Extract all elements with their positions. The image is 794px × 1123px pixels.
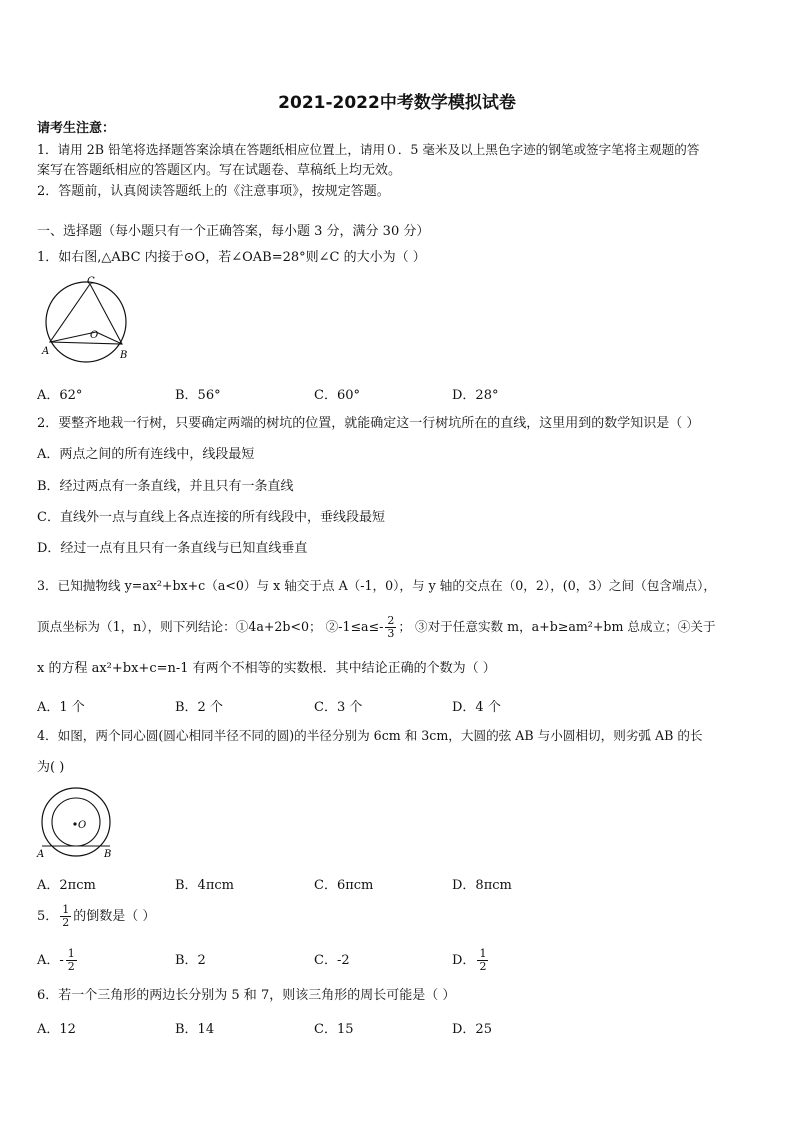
q5-option-d-fraction bbox=[477, 948, 488, 973]
section-heading: 一、选择题（每小题只有一个正确答案，每小题 3 分，满分 30 分） bbox=[37, 224, 430, 239]
q2-stem: 2．要整齐地栽一行树，只要确定两端的树坑的位置，就能确定这一行树坑所在的直线，这里用到的数学知识是（ ） bbox=[37, 416, 700, 431]
notice-heading: 请考生注意： bbox=[37, 121, 116, 136]
q5-option-d-den: 2 bbox=[479, 960, 487, 973]
q2-option-b: B．经过两点有一条直线，并且只有一条直线 bbox=[37, 479, 294, 494]
q2-option-c: C．直线外一点与直线上各点连接的所有线段中，垂线段最短 bbox=[37, 510, 385, 525]
q6-option-c: C．15 bbox=[314, 1022, 354, 1037]
q3-option-d: D．4 个 bbox=[452, 700, 501, 715]
q5-option-a bbox=[37, 944, 79, 978]
q3-option-c: C．3 个 bbox=[314, 700, 363, 715]
q3-fraction-num: 2 bbox=[387, 614, 395, 627]
q1-option-c: C．60° bbox=[314, 388, 360, 403]
q1-stem: 1．如右图,△ABC 内接于⊙O，若∠OAB=28°则∠C 的大小为（ ） bbox=[37, 250, 426, 265]
q5-option-a-num: 1 bbox=[67, 947, 75, 960]
q4-label-o: O bbox=[78, 820, 87, 831]
q2-option-a: A．两点之间的所有连线中，线段最短 bbox=[37, 447, 255, 462]
q5-stem-post: 的倒数是（ ） bbox=[73, 909, 156, 924]
q3-fraction bbox=[385, 615, 396, 640]
q3-line-2 bbox=[37, 611, 716, 643]
q1-option-a: A．62° bbox=[37, 388, 83, 403]
q3-line-3: x 的方程 ax²+bx+c=n-1 有两个不相等的实数根．其中结论正确的个数为（ ） bbox=[37, 661, 496, 676]
q5-fraction bbox=[60, 904, 71, 929]
q2-option-d: D．经过一点有且只有一条直线与已知直线垂直 bbox=[37, 541, 308, 556]
q3-line-1: 3．已知抛物线 y=ax²+bx+c（a<0）与 x 轴交于点 A（-1，0），与 y 轴的交点在（0，2），(0，3）之间（包含端点）， bbox=[37, 578, 716, 593]
q4-label-b: B bbox=[104, 849, 112, 860]
q6-stem: 6．若一个三角形的两边长分别为 5 和 7，则该三角形的周长可能是（ ） bbox=[37, 988, 456, 1003]
notice-line-2: 案写在答题纸相应的答题区内。写在试题卷、草稿纸上均无效。 bbox=[37, 163, 402, 178]
q3-option-b: B．2 个 bbox=[175, 700, 223, 715]
page-title: 2021-2022中考数学模拟试卷 bbox=[278, 93, 516, 113]
q4-concentric-circles-figure bbox=[36, 786, 118, 860]
q1-option-b: B．56° bbox=[175, 388, 221, 403]
q5-stem bbox=[37, 900, 155, 934]
q5-fraction-num: 1 bbox=[62, 903, 70, 916]
q4-option-b: B．4πcm bbox=[175, 878, 234, 893]
q5-option-a-pre: A．- bbox=[37, 953, 64, 968]
q4-option-c: C．6πcm bbox=[314, 878, 374, 893]
q4-line-2: 为( ) bbox=[37, 760, 65, 775]
q4-option-a: A．2πcm bbox=[37, 878, 96, 893]
q6-option-a: A．12 bbox=[37, 1022, 76, 1037]
q4-label-a: A bbox=[37, 849, 45, 860]
q5-option-c: C．-2 bbox=[314, 953, 350, 968]
q1-label-o: O bbox=[90, 330, 99, 341]
q3-line-2-post: ； ③对于任意实数 m，a+b≥am²+bm 总成立；④关于 bbox=[398, 619, 716, 634]
q1-option-d: D．28° bbox=[452, 388, 499, 403]
q3-line-2-pre: 顶点坐标为（1，n），则下列结论：①4a+2b<0； ②-1≤a≤- bbox=[37, 619, 384, 634]
q5-option-b: B．2 bbox=[175, 953, 206, 968]
q1-label-c: C bbox=[87, 276, 95, 287]
q5-option-d bbox=[452, 944, 490, 978]
q5-option-a-den: 2 bbox=[67, 960, 75, 973]
q4-option-d: D．8πcm bbox=[452, 878, 512, 893]
q5-option-d-num: 1 bbox=[479, 947, 487, 960]
q1-circle-figure bbox=[38, 276, 138, 368]
q4-line-1: 4．如图，两个同心圆(圆心相同半径不同的圆)的半径分别为 6cm 和 3cm，大圆的弦 AB 与小圆相切，则劣弧 AB 的长 bbox=[37, 728, 703, 743]
q5-option-a-fraction bbox=[66, 948, 77, 973]
q3-option-a: A．1 个 bbox=[37, 700, 85, 715]
q5-stem-pre: 5． bbox=[37, 909, 59, 924]
q5-fraction-den: 2 bbox=[62, 916, 70, 929]
notice-line-1: 1．请用 2B 铅笔将选择题答案涂填在答题纸相应位置上，请用０．5 毫米及以上黑色字迹的钢笔或签字笔将主观题的答 bbox=[37, 142, 700, 157]
notice-line-3: 2．答题前，认真阅读答题纸上的《注意事项》，按规定答题。 bbox=[37, 184, 390, 199]
q6-option-b: B．14 bbox=[175, 1022, 215, 1037]
q1-label-a: A bbox=[42, 346, 50, 357]
q3-fraction-den: 3 bbox=[387, 627, 395, 640]
q5-option-d-pre: D． bbox=[452, 953, 476, 968]
q6-option-d: D．25 bbox=[452, 1022, 492, 1037]
q1-label-b: B bbox=[120, 350, 128, 361]
